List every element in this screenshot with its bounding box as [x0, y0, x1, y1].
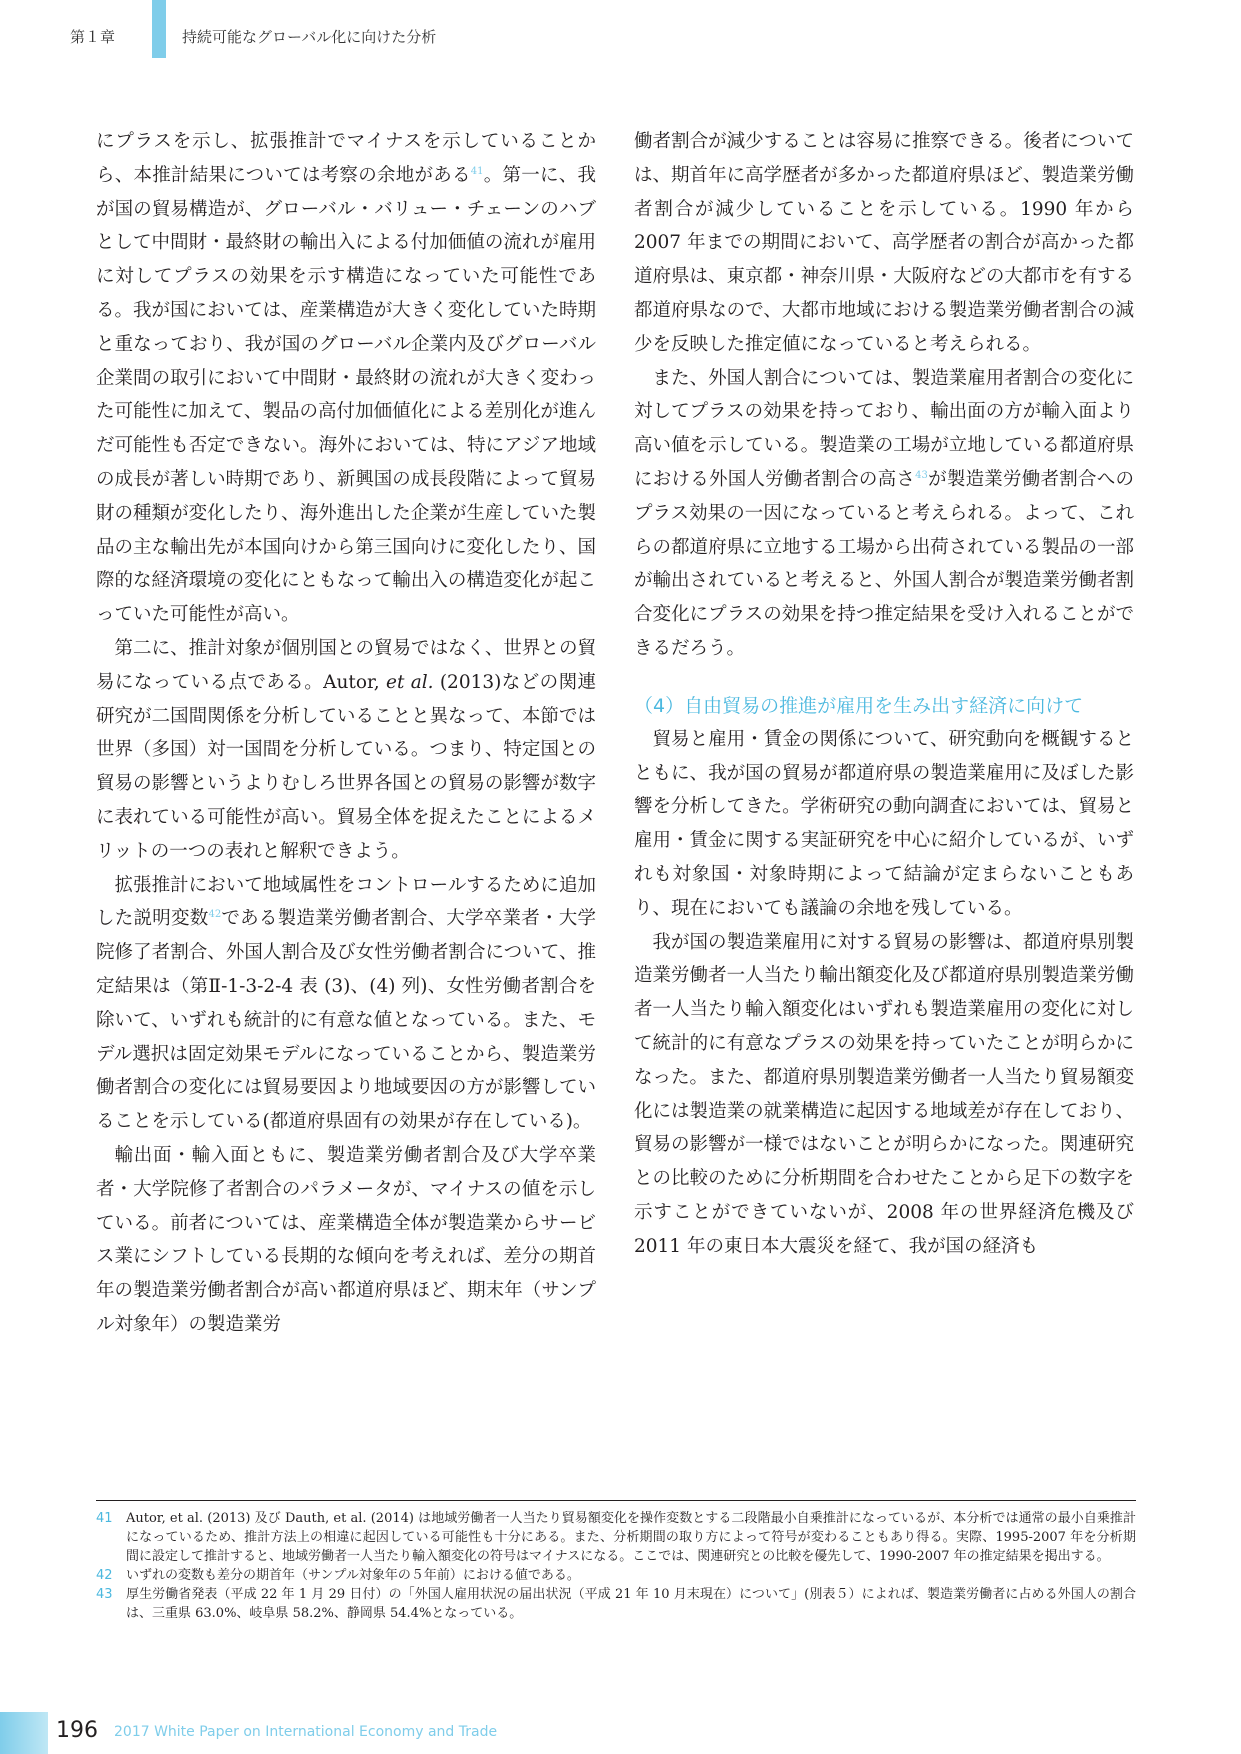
text-run: が製造業労働者割合へのプラス効果の一因になっていると考えられる。よって、これらの都道府県に立地する工場から出荷されている製品の一部が輸出されていると考えると、外国人割合が製造業労働者割合変化にプラスの効果を持つ推定結果を受け入れることができるだろう。 — [634, 468, 1134, 659]
paragraph — [96, 869, 596, 1139]
footnote-text: 厚生労働省発表（平成 22 年 1 月 29 日付）の「外国人雇用状況の届出状況（平成 21 年 10 月末現在）について」(別表５）によれば、製造業労働者に占める外国人の割合は、三重県 63.0%、岐阜県 58.2%、静岡県 54.4%となっている。 — [126, 1587, 1136, 1621]
paragraph: 貿易と雇用・賃金の関係について、研究動向を概観するとともに、我が国の貿易が都道府県の製造業雇用に及ぼした影響を分析してきた。学術研究の動向調査においては、貿易と雇用・賃金に関する実証研究を中心に紹介しているが、いずれも対象国・対象時期によって結論が定まらないこともあり、現在においても議論の余地を残している。 — [634, 728, 1134, 919]
header-accent-bar — [152, 0, 166, 58]
footnote-number: 41 — [96, 1511, 113, 1526]
italic-text: et al. — [386, 671, 434, 693]
section-heading: （4）自由貿易の推進が雇用を生み出す経済に向けて — [634, 694, 1084, 717]
text-run: である製造業労働者割合、大学卒業者・大学院修了者割合、外国人割合及び女性労働者割合について、推定結果は（第Ⅱ-1-3-2-4 表 (3)、(4) 列)、女性労働者割合を除いて、いずれも統計的に有意な値となっている。また、モデル選択は固定効果モデルになっていることから、製造業労働者割合の変化には貿易要因より地域要因の方が影響していることを示している(都道府県固有の効果が存在している)。 — [96, 908, 596, 1133]
footnote — [96, 1566, 1136, 1585]
chapter-title: 持続可能なグローバル化に向けた分析 — [182, 28, 437, 46]
footnote-text: いずれの変数も差分の期首年（サンプル対象年の５年前）における値である。 — [126, 1568, 580, 1583]
footnote — [96, 1585, 1136, 1623]
footnote-number: 42 — [96, 1568, 113, 1583]
paragraph: 働者割合が減少することは容易に推察できる。後者については、期首年に高学歴者が多かった都道府県ほど、製造業労働者割合が減少していることを示している。1990 年から 2007 年までの期間において、高学歴者の割合が高かった都道府県は、東京都・神奈川県・大阪府などの大都市を有する都道府県なので、大都市地域における製造業労働者割合の減少を反映した推定値になっていると考えられる。 — [634, 131, 1134, 355]
text-run: また、外国人割合については、製造業雇用者割合の変化に対してプラスの効果を持っており、輸出面の方が輸入面より高い値を示している。製造業の工場が立地している都道府県における外国人労働者割合の高さ — [634, 367, 1134, 490]
left-column — [96, 125, 596, 1342]
footnote-number: 43 — [96, 1587, 113, 1602]
footer-accent-bar — [0, 1712, 48, 1754]
paragraph — [96, 125, 596, 632]
paragraph: 輸出面・輸入面ともに、製造業労働者割合及び大学卒業者・大学院修了者割合のパラメータが、マイナスの値を示している。前者については、産業構造全体が製造業からサービス業にシフトしている長期的な傾向を考えれば、差分の期首年の製造業労働者割合が高い都道府県ほど、期末年（サンプル対象年）の製造業労 — [96, 1144, 596, 1335]
footnote-ref[interactable]: 43 — [915, 469, 928, 481]
text-run: 第二に、推計対象が個別国との貿易ではなく、世界との貿易になっている点である。Autor, — [96, 637, 596, 693]
page-header — [0, 0, 1241, 66]
paragraph — [634, 362, 1134, 666]
right-column — [634, 125, 1134, 1264]
text-run: 。第一に、我が国の貿易構造が、グローバル・バリュー・チェーンのハブとして中間財・最終財の輸出入による付加価値の流れが雇用に対してプラスの効果を示す構造になっていた可能性である。我が国においては、産業構造が大きく変化していた時期と重なっており、我が国のグローバル企業内及びグローバル企業間の取引において中間財・最終財の流れが大きく変わった可能性に加えて、製品の高付加価値化による差別化が進んだ可能性も否定できない。海外においては、特にアジア地域の成長が著しい時期であり、新興国の成長段階によって貿易財の種類が変化したり、海外進出した企業が生産していた製品の主な輸出先が本国向けから第三国向けに変化したり、国際的な経済環境の変化にともなって輸出入の構造変化が起こっていた可能性が高い。 — [96, 164, 596, 626]
text-run: 拡張推計において地域属性をコントロールするために追加した説明変数 — [96, 874, 596, 930]
footnote — [96, 1509, 1136, 1566]
text-run: にプラスを示し、拡張推計でマイナスを示していることから、本推計結果については考察の余地がある — [96, 131, 596, 186]
footnotes — [96, 1500, 1136, 1623]
paragraph — [96, 632, 596, 869]
footnote-ref[interactable]: 42 — [208, 909, 222, 921]
footnote-text: Autor, et al. (2013) 及び Dauth, et al. (2014) は地域労働者一人当たり貿易額変化を操作変数とする二段階最小自乗推計になっているが、本分析では通常の最小自乗推計になっているため、推計方法上の相違に起因している可能性も十分にある。また、分析期間の取り方によって符号が変わることもあり得る。実際、1995-2007 年を分析期間に設定して推計すると、地域労働者一人当たり輸入額変化の符号はマイナスになる。ここでは、関連研究との比較を優先して、1990-2007 年の推定結果を掲出する。 — [126, 1511, 1136, 1564]
chapter-label: 第１章 — [70, 28, 116, 46]
footnote-ref[interactable]: 41 — [470, 165, 484, 177]
publication-title: 2017 White Paper on International Economy and Trade — [114, 1724, 498, 1740]
text-run: (2013)などの関連研究が二国間関係を分析していることと異なって、本節では世界（多国）対一国間を分析している。つまり、特定国との貿易の影響というよりむしろ世界各国との貿易の影響が数字に表れている可能性が高い。貿易全体を捉えたことによるメリットの一つの表れと解釈できよう。 — [96, 671, 597, 862]
paragraph: 我が国の製造業雇用に対する貿易の影響は、都道府県別製造業労働者一人当たり輸出額変化及び都道府県別製造業労働者一人当たり輸入額変化はいずれも製造業雇用の変化に対して統計的に有意なプラスの効果を持っていたことが明らかになった。また、都道府県別製造業労働者一人当たり貿易額変化には製造業の就業構造に起因する地域差が存在しており、貿易の影響が一様ではないことが明らかになった。関連研究との比較のために分析期間を合わせたことから足下の数字を示すことができていないが、2008 年の世界経済危機及び 2011 年の東日本大震災を経て、我が国の経済も — [634, 931, 1134, 1257]
page-number: 196 — [56, 1718, 98, 1743]
